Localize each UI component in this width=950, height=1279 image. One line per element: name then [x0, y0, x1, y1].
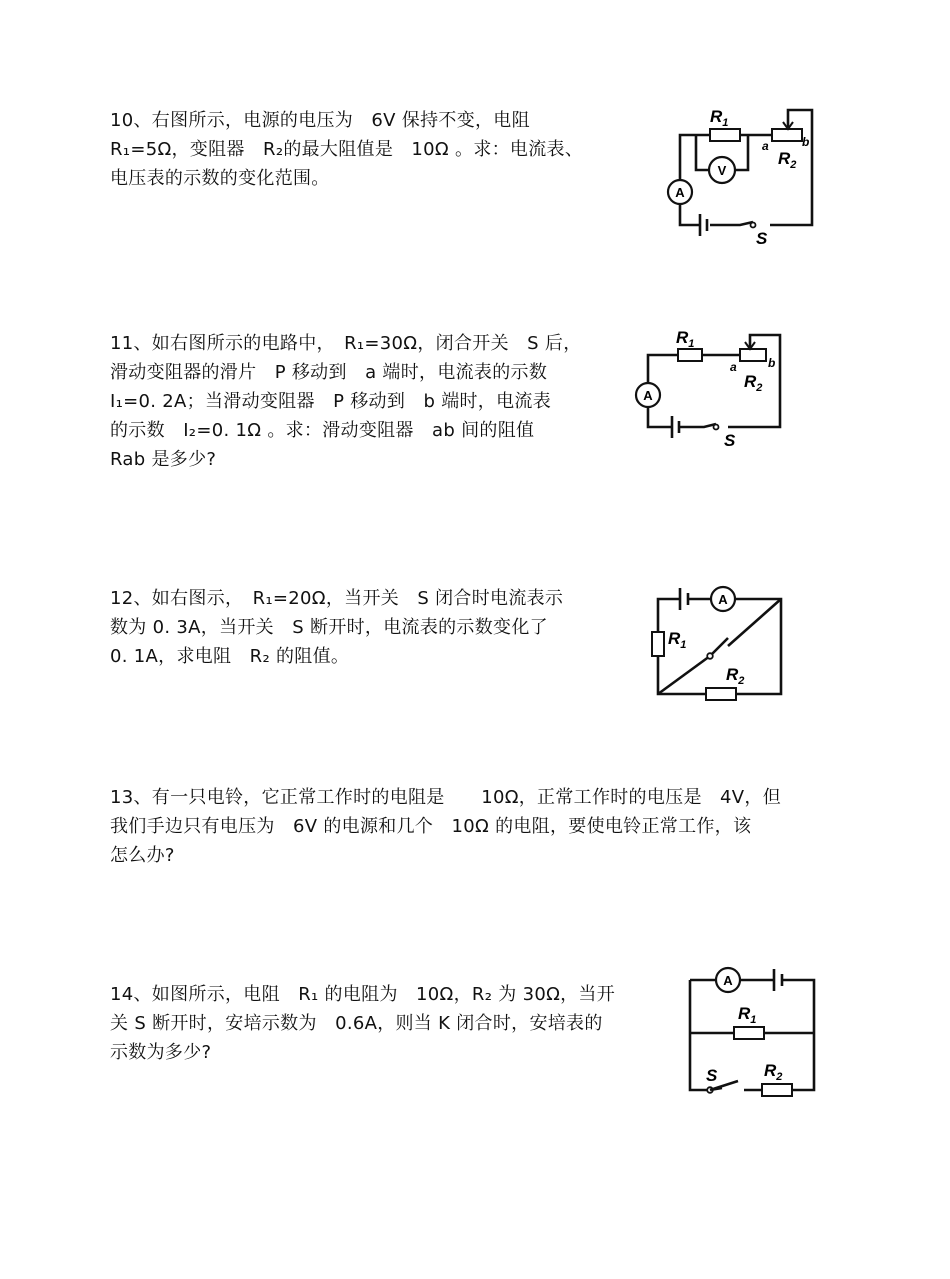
problem-10-line-3: 电压表的示数的变化范围。 — [110, 168, 330, 189]
problem-11-line-4: 的示数 I₂=0. 1Ω 。求：滑动变阻器 ab 间的阻值 — [110, 420, 535, 441]
r1-sub: 1 — [750, 1014, 757, 1026]
problem-13-line-1: 13、有一只电铃，它正常工作时的电阻是 10Ω，正常工作时的电压是 4V，但 — [110, 787, 782, 808]
r1-label: R — [668, 629, 681, 648]
r2-label: R — [726, 665, 739, 684]
switch-icon — [714, 425, 719, 430]
r1-resistor — [710, 129, 740, 141]
r2-sub: 2 — [738, 675, 745, 687]
r2-rheostat — [740, 349, 766, 361]
problem-11 — [110, 329, 582, 474]
r2-label: R — [764, 1061, 777, 1080]
svg-text:R1 — [710, 107, 728, 129]
svg-text:R1 — [668, 629, 686, 651]
problem-14 — [110, 980, 615, 1067]
problem-13-line-3: 怎么办? — [110, 845, 175, 866]
r1-sub: 1 — [688, 338, 695, 350]
r1-sub: 1 — [680, 639, 687, 651]
ammeter-label: A — [718, 592, 728, 607]
r2-resistor — [706, 688, 736, 700]
r1-label: R — [676, 328, 689, 347]
switch-icon — [751, 223, 756, 228]
problem-13 — [110, 783, 781, 870]
r2-sub: 2 — [776, 1071, 783, 1083]
terminal-b-label: b — [768, 356, 776, 370]
r2-resistor — [762, 1084, 792, 1096]
battery-icon — [680, 588, 688, 610]
terminal-b-label: b — [802, 135, 810, 149]
problem-10 — [110, 106, 583, 193]
switch-icon — [707, 653, 713, 659]
r2-label: R — [744, 372, 757, 391]
switch-label: S — [724, 431, 736, 450]
problem-10-line-2: R₁=5Ω，变阻器 R₂的最大阻值是 10Ω 。求：电流表、 — [110, 139, 584, 160]
svg-text:R2 — [764, 1061, 782, 1083]
battery-icon — [672, 416, 679, 438]
battery-icon — [774, 969, 782, 991]
svg-text:R2 — [726, 665, 744, 687]
problem-11-line-2: 滑动变阻器的滑片 P 移动到 a 端时，电流表的示数 — [110, 362, 548, 383]
r2-sub: 2 — [756, 382, 763, 394]
svg-text:R1 — [738, 1004, 756, 1026]
switch-label: S — [756, 229, 768, 248]
ammeter-label: A — [643, 388, 653, 403]
r1-resistor — [652, 632, 664, 656]
r2-sub: 2 — [790, 159, 797, 171]
circuit-diagram-14 — [680, 965, 830, 1100]
problem-13-line-2: 我们手边只有电压为 6V 的电源和几个 10Ω 的电阻，要使电铃正常工作，该 — [110, 816, 752, 837]
r1-label: R — [710, 107, 723, 126]
r1-label: R — [738, 1004, 751, 1023]
problem-11-line-3: I₁=0. 2A；当滑动变阻器 P 移动到 b 端时，电流表 — [110, 391, 551, 412]
switch-label: S — [706, 1066, 718, 1085]
circuit-diagram-11 — [628, 325, 793, 455]
circuit-diagram-12 — [648, 584, 793, 704]
problem-14-line-3: 示数为多少? — [110, 1042, 212, 1063]
r2-rheostat — [772, 129, 802, 141]
ammeter-label: A — [675, 185, 685, 200]
battery-icon — [700, 214, 707, 236]
problem-12-line-3: 0. 1A，求电阻 R₂ 的阻值。 — [110, 646, 350, 667]
ammeter-label: A — [723, 973, 733, 988]
voltmeter-label: V — [717, 163, 727, 178]
problem-10-line-1: 10、右图所示，电源的电压为 6V 保持不变，电阻 — [110, 110, 530, 131]
r2-label: R — [778, 149, 791, 168]
problem-12 — [110, 584, 563, 671]
problem-12-line-1: 12、如右图示， R₁=20Ω，当开关 S 闭合时电流表示 — [110, 588, 564, 609]
r1-resistor — [678, 349, 702, 361]
terminal-a-label: a — [730, 360, 737, 374]
svg-text:R2 — [778, 149, 796, 171]
problem-11-line-1: 11、如右图所示的电路中， R₁=30Ω，闭合开关 S 后， — [110, 333, 582, 354]
svg-text:R1 — [676, 328, 694, 350]
svg-text:R2 — [744, 372, 762, 394]
problem-14-line-1: 14、如图所示，电阻 R₁ 的电阻为 10Ω，R₂ 为 30Ω，当开 — [110, 984, 616, 1005]
terminal-a-label: a — [762, 139, 769, 153]
r1-sub: 1 — [722, 117, 729, 129]
problem-12-line-2: 数为 0. 3A，当开关 S 断开时，电流表的示数变化了 — [110, 617, 548, 638]
r1-resistor — [734, 1027, 764, 1039]
circuit-diagram-10 — [660, 100, 825, 250]
problem-11-line-5: Rab 是多少? — [110, 449, 217, 470]
problem-14-line-2: 关 S 断开时，安培示数为 0.6A，则当 K 闭合时，安培表的 — [110, 1013, 603, 1034]
